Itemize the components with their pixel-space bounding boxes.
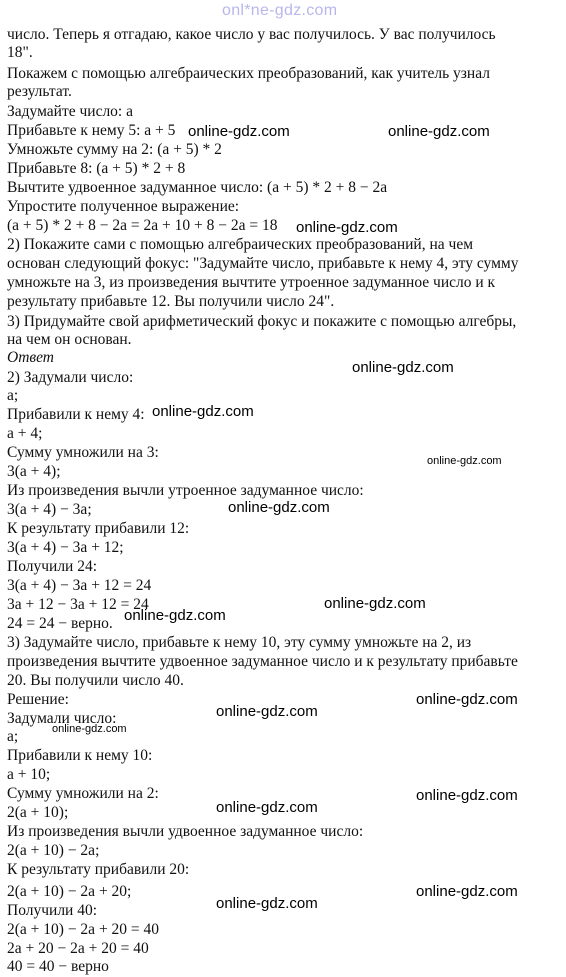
- text-line: Сумму умножили на 2:: [7, 785, 159, 802]
- text-line: Сумму умножили на 3:: [7, 444, 159, 461]
- text-line: Прибавили к нему 10:: [7, 747, 153, 764]
- text-line: на чем он основан.: [7, 331, 132, 348]
- text-line: a + 10;: [7, 766, 51, 783]
- text-line: 3(a + 4);: [7, 463, 61, 480]
- watermark: online-gdz.com: [152, 403, 254, 420]
- watermark: online-gdz.com: [416, 883, 518, 900]
- watermark: online-gdz.com: [416, 691, 518, 708]
- text-line: 2(a + 10);: [7, 804, 69, 821]
- text-line: Прибавьте 8: (a + 5) * 2 + 8: [7, 160, 186, 177]
- text-line: Покажем с помощью алгебраических преобразований, как учитель узнал: [7, 65, 490, 82]
- text-line: результату прибавьте 12. Вы получили число 24".: [7, 293, 335, 310]
- text-line: 3) Придумайте свой арифметический фокус и покажите с помощью алгебры,: [7, 313, 517, 330]
- text-line: Из произведения вычли утроенное задуманное число:: [7, 482, 364, 499]
- text-line: Решение:: [7, 691, 69, 708]
- text-line: 2(a + 10) − 2a;: [7, 842, 100, 859]
- watermark: online-gdz.com: [352, 359, 454, 376]
- text-line: 3(a + 4) − 3a + 12;: [7, 539, 124, 556]
- watermark: online-gdz.com: [188, 123, 290, 140]
- watermark: online-gdz.com: [416, 787, 518, 804]
- text-line: основан следующий фокус: "Задумайте число, прибавьте к нему 4, эту сумму: [7, 255, 519, 272]
- watermark: online-gdz.com: [388, 123, 490, 140]
- text-line: a;: [7, 387, 19, 404]
- watermark: online-gdz.com: [296, 219, 398, 236]
- text-line: Получили 24:: [7, 558, 98, 575]
- text-line: 2(a + 10) − 2a + 20 = 40: [7, 921, 160, 938]
- watermark: online-gdz.com: [216, 703, 318, 720]
- text-line: К результату прибавили 20:: [7, 861, 190, 878]
- text-line: К результату прибавили 12:: [7, 520, 190, 537]
- text-line: Задумали число:: [7, 710, 117, 727]
- text-line: Умножьте сумму на 2: (a + 5) * 2: [7, 141, 222, 158]
- text-line: Прибавили к нему 4:: [7, 406, 145, 423]
- text-line: Прибавьте к нему 5: a + 5: [7, 122, 176, 139]
- answer-heading: Ответ: [7, 349, 54, 366]
- text-line: 3(a + 4) − 3a;: [7, 501, 92, 518]
- text-line: (a + 5) * 2 + 8 − 2a = 2a + 10 + 8 − 2a = 18: [7, 217, 278, 234]
- text-line: 18".: [7, 44, 33, 61]
- text-line: Получили 40:: [7, 902, 98, 919]
- text-line: 2) Задумали число:: [7, 369, 134, 386]
- text-line: 2a + 20 − 2a + 20 = 40: [7, 940, 149, 957]
- text-line: Задумайте число: a: [7, 103, 133, 120]
- text-line: Из произведения вычли удвоенное задуманное число:: [7, 823, 364, 840]
- text-line: 2(a + 10) − 2a + 20;: [7, 883, 132, 900]
- watermark: online-gdz.com: [124, 607, 226, 624]
- text-line: число. Теперь я отгадаю, какое число у вас получилось. У вас получилось: [7, 26, 496, 43]
- watermark: online-gdz.com: [216, 895, 318, 912]
- text-line: результат.: [7, 83, 72, 100]
- text-line: Вычтите удвоенное задуманное число: (a + 5) * 2 + 8 − 2a: [7, 179, 388, 196]
- watermark: online-gdz.com: [228, 499, 330, 516]
- watermark: online-gdz.com: [52, 723, 127, 735]
- text-line: 20. Вы получили число 40.: [7, 672, 184, 689]
- text-line: 2) Покажите сами с помощью алгебраических преобразований, на чем: [7, 236, 474, 253]
- text-line: a + 4;: [7, 425, 43, 442]
- watermark: online-gdz.com: [216, 799, 318, 816]
- text-line: a;: [7, 728, 19, 745]
- header-watermark: onl*ne-gdz.com: [222, 2, 338, 19]
- watermark: online-gdz.com: [324, 595, 426, 612]
- text-line: 3a + 12 − 3a + 12 = 24: [7, 596, 149, 613]
- text-line: 3(a + 4) − 3a + 12 = 24: [7, 577, 152, 594]
- text-line: 24 = 24 − верно.: [7, 615, 113, 632]
- text-line: 40 = 40 − верно: [7, 958, 109, 975]
- text-line: Упростите полученное выражение:: [7, 198, 240, 215]
- text-line: 3) Задумайте число, прибавьте к нему 10, эту сумму умножьте на 2, из: [7, 634, 472, 651]
- text-line: произведения вычтите удвоенное задуманное число и к результату прибавьте: [7, 653, 518, 670]
- text-line: умножьте на 3, из произведения вычтите утроенное задуманное число и к: [7, 274, 496, 291]
- watermark: online-gdz.com: [427, 455, 502, 467]
